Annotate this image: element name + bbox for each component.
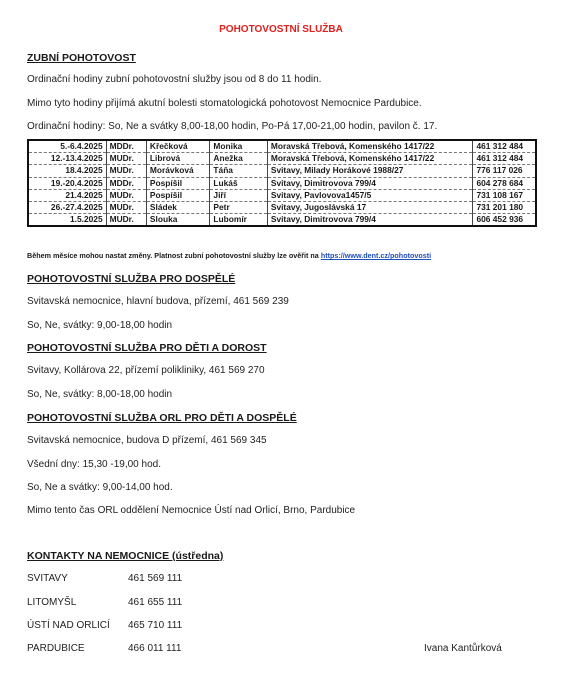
table-row xyxy=(28,140,536,153)
duty-surname: Křečková xyxy=(146,140,210,153)
duty-degree: MDDr. xyxy=(106,177,146,189)
dental-emergency-text: Mimo tyto hodiny přijímá akutní bolesti stomatologická pohotovost Nemocnice Pardubice. xyxy=(27,98,422,109)
table-row xyxy=(28,189,536,201)
duty-address: Svitavy, Dimitrovova 799/4 xyxy=(267,177,473,189)
duty-degree: MUDr. xyxy=(106,201,146,213)
duty-date: 18.4.2025 xyxy=(28,165,106,177)
table-row xyxy=(28,177,536,189)
page-title: POHOTOVOSTNÍ SLUŽBA xyxy=(219,24,343,35)
dental-heading: ZUBNÍ POHOTOVOST xyxy=(27,52,136,64)
duty-firstname: Monika xyxy=(210,140,267,153)
duty-surname: Slouka xyxy=(146,214,210,227)
contact-city: PARDUBICE xyxy=(27,643,85,654)
duty-date: 5.-6.4.2025 xyxy=(28,140,106,153)
duty-address: Moravská Třebová, Komenského 1417/22 xyxy=(267,153,473,165)
contact-phone: 461 655 111 xyxy=(128,597,183,608)
dental-duty-table xyxy=(27,139,537,227)
duty-phone: 606 452 936 xyxy=(476,214,524,225)
dental-hours-text: Ordinační hodiny zubní pohotovostní služby jsou od 8 do 11 hodin. xyxy=(27,74,322,85)
orl-weekend-hours: So, Ne a svátky: 9,00-14,00 hod. xyxy=(27,482,173,493)
duty-phone: 461 312 484 xyxy=(473,153,536,165)
adults-hours: So, Ne, svátky: 9,00-18,00 hodin xyxy=(27,320,173,331)
contact-phone: 461 569 111 xyxy=(128,573,183,584)
duty-address: Svitavy, Pavlovova1457/5 xyxy=(267,189,473,201)
duty-firstname: Petr xyxy=(210,201,267,213)
duty-surname: Librová xyxy=(146,153,210,165)
duty-surname: Pospíšil xyxy=(146,177,210,189)
children-hours: So, Ne, svátky: 8,00-18,00 hodin xyxy=(27,389,173,400)
duty-firstname: Jiří xyxy=(210,189,267,201)
duty-degree: MUDr. xyxy=(106,214,146,227)
table-row xyxy=(28,214,536,227)
duty-surname: Morávková xyxy=(146,165,210,177)
duty-firstname: Lukáš xyxy=(210,177,267,189)
duty-degree: MUDr. xyxy=(106,165,146,177)
table-row xyxy=(28,153,536,165)
duty-surname: Sládek xyxy=(146,201,210,213)
contact-phone: 466 011 111 xyxy=(128,643,182,654)
dent-link[interactable]: https://www.dent.cz/pohotovosti xyxy=(320,251,432,260)
duty-degree: MDDr. xyxy=(106,140,146,153)
table-row xyxy=(28,201,536,213)
duty-address: Svitavy, Jugoslávská 17 xyxy=(267,201,473,213)
duty-phone: 604 278 684 xyxy=(473,177,536,189)
duty-date: 12.-13.4.2025 xyxy=(28,153,106,165)
contact-city: ÚSTÍ NAD ORLICÍ xyxy=(27,620,110,631)
table-row xyxy=(28,165,536,177)
duty-phone: 461 312 484 xyxy=(473,140,536,153)
children-heading: POHOTOVOSTNÍ SLUŽBA PRO DĚTI A DOROST xyxy=(27,342,267,354)
dental-validity-note xyxy=(27,251,431,260)
note-text: Během měsíce mohou nastat změny. Platnost zubní pohotovostní služby lze ověřit na xyxy=(27,251,321,260)
author-signature: Ivana Kantůrková xyxy=(424,643,502,654)
duty-firstname: Anežka xyxy=(210,153,267,165)
duty-surname: Pospíšil xyxy=(146,189,210,201)
adults-heading: POHOTOVOSTNÍ SLUŽBA PRO DOSPĚLÉ xyxy=(27,273,236,285)
orl-outside-hours: Mimo tento čas ORL oddělení Nemocnice Ústí nad Orlicí, Brno, Pardubice xyxy=(27,505,356,516)
contact-city: SVITAVY xyxy=(27,573,68,584)
duty-date: 21.4.2025 xyxy=(28,189,106,201)
contact-phone: 465 710 111 xyxy=(128,620,183,631)
duty-degree: MUDr. xyxy=(106,189,146,201)
duty-degree: MUDr. xyxy=(106,153,146,165)
duty-phone: 731 108 167 xyxy=(473,189,536,201)
duty-firstname: Táňa xyxy=(210,165,267,177)
orl-location: Svitavská nemocnice, budova D přízemí, 461 569 345 xyxy=(27,435,267,446)
duty-phone: 776 117 026 xyxy=(473,165,536,177)
duty-address: Svitavy, Milady Horákové 1988/27 xyxy=(267,165,473,177)
orl-weekday-hours: Všední dny: 15,30 -19,00 hod. xyxy=(27,459,161,470)
dental-pardubice-hours: Ordinační hodiny: So, Ne a svátky 8,00-18,00 hodin, Po-Pá 17,00-21,00 hodin, pavilon č. 17. xyxy=(27,121,438,132)
duty-date: 1.5.2025 xyxy=(28,214,106,227)
duty-phone: 731 201 180 xyxy=(473,201,536,213)
duty-firstname: Lubomír xyxy=(210,214,267,227)
orl-heading: POHOTOVOSTNÍ SLUŽBA ORL PRO DĚTI A DOSPĚLÉ xyxy=(27,412,297,424)
duty-date: 26.-27.4.2025 xyxy=(28,201,106,213)
duty-address: Svitavy, Dimitrovova 799/4 xyxy=(267,214,473,227)
contact-city: LITOMYŠL xyxy=(27,597,77,608)
duty-date: 19.-20.4.2025 xyxy=(28,177,106,189)
children-location: Svitavy, Kollárova 22, přízemí polikliniky, 461 569 270 xyxy=(27,365,265,376)
duty-address: Moravská Třebová, Komenského 1417/22 xyxy=(267,140,473,153)
adults-location: Svitavská nemocnice, hlavní budova, přízemí, 461 569 239 xyxy=(27,296,289,307)
contacts-heading: KONTAKTY NA NEMOCNICE (ústředna) xyxy=(27,550,224,562)
